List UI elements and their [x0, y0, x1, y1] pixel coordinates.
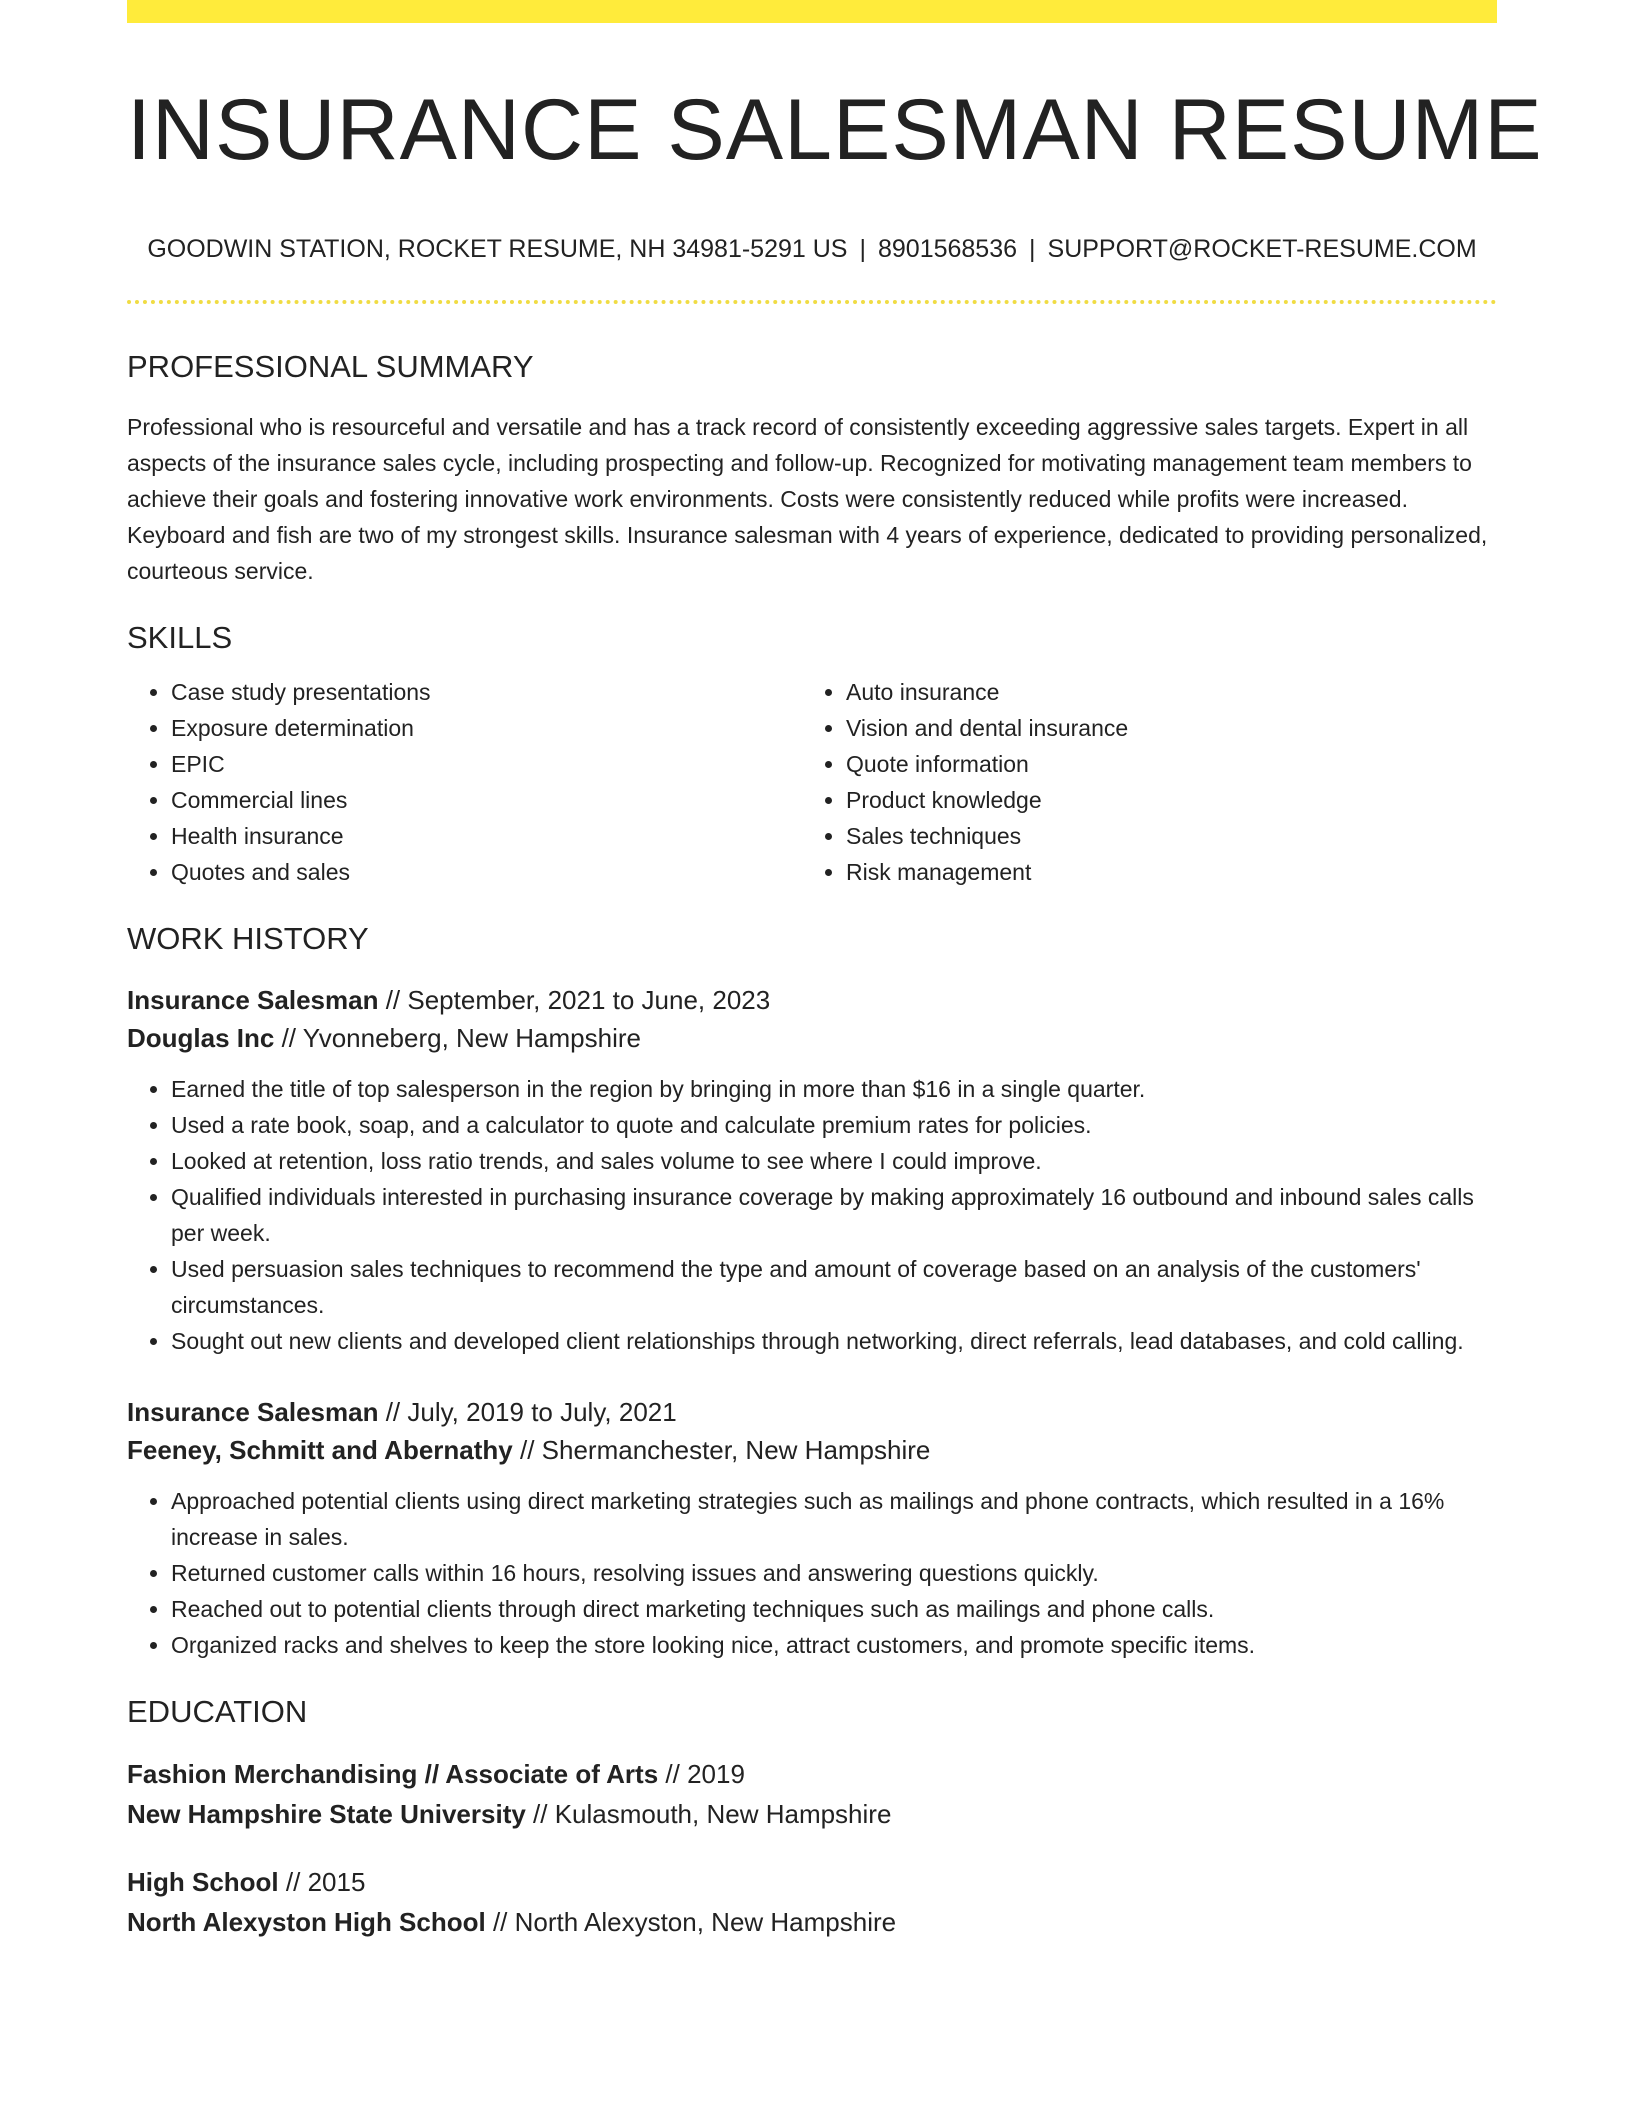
top-accent-bar: [127, 0, 1497, 23]
job-company-line: [127, 1431, 1497, 1469]
education-school: North Alexyston High School: [127, 1907, 486, 1938]
job-divider: //: [274, 1023, 303, 1054]
job-entry: [127, 1393, 1497, 1663]
education-divider: //: [525, 1799, 555, 1830]
resume-title: INSURANCE SALESMAN RESUME: [127, 82, 1543, 178]
education-divider: //: [278, 1867, 308, 1898]
skill-item: • Case study presentations: [171, 674, 802, 710]
education-school-line: [127, 1794, 1497, 1834]
header-dotted-divider: [127, 300, 1497, 304]
skill-item: • Quotes and sales: [171, 854, 802, 890]
contact-address: GOODWIN STATION, ROCKET RESUME, NH 34981-5291 US: [147, 234, 848, 263]
skill-item: • Auto insurance: [846, 674, 1477, 710]
skill-item: • Commercial lines: [171, 782, 802, 818]
skill-item: • EPIC: [171, 746, 802, 782]
skill-item: • Exposure determination: [171, 710, 802, 746]
education-location: North Alexyston, New Hampshire: [514, 1907, 897, 1938]
education-section: [127, 1693, 1497, 1942]
education-year: 2015: [307, 1867, 366, 1898]
contact-line: [127, 234, 1497, 264]
education-location: Kulasmouth, New Hampshire: [554, 1799, 892, 1830]
education-degree: High School: [127, 1867, 279, 1898]
education-degree-line: [127, 1754, 1497, 1794]
job-location: Shermanchester, New Hampshire: [541, 1435, 931, 1466]
job-bullet: • Organized racks and shelves to keep the store looking nice, attract customers, and promote specific items.: [171, 1627, 1497, 1663]
summary-section: [127, 348, 1497, 589]
education-degree: Fashion Merchandising // Associate of Arts: [127, 1759, 659, 1790]
job-title-line: [127, 981, 1497, 1019]
job-dates: July, 2019 to July, 2021: [407, 1397, 677, 1428]
work-history-section: [127, 920, 1497, 1663]
job-company: Douglas Inc: [127, 1023, 275, 1054]
education-divider: //: [485, 1907, 515, 1938]
job-bullet: • Sought out new clients and developed client relationships through networking, direct referrals, lead databases, and cold calling.: [171, 1323, 1497, 1359]
education-entry: [127, 1754, 1497, 1834]
education-divider: //: [658, 1759, 688, 1790]
job-bullet: • Used a rate book, soap, and a calculator to quote and calculate premium rates for policies.: [171, 1107, 1497, 1143]
skill-item: • Vision and dental insurance: [846, 710, 1477, 746]
education-entry: [127, 1862, 1497, 1942]
skills-heading: SKILLS: [127, 619, 233, 655]
job-title: Insurance Salesman: [127, 985, 379, 1016]
skill-item: • Health insurance: [171, 818, 802, 854]
contact-separator: |: [859, 234, 866, 263]
job-title: Insurance Salesman: [127, 1397, 379, 1428]
job-bullet: • Used persuasion sales techniques to recommend the type and amount of coverage based on an analysis of the customers' circumstances.: [171, 1251, 1497, 1323]
job-location: Yvonneberg, New Hampshire: [302, 1023, 641, 1054]
job-bullets: [127, 1071, 1497, 1359]
skill-item: • Product knowledge: [846, 782, 1477, 818]
contact-phone: 8901568536: [877, 234, 1018, 263]
job-bullet: • Returned customer calls within 16 hours, resolving issues and answering questions quickly.: [171, 1555, 1497, 1591]
job-company-line: [127, 1019, 1497, 1057]
education-school-line: [127, 1902, 1497, 1942]
job-bullet: • Looked at retention, loss ratio trends, and sales volume to see where I could improve.: [171, 1143, 1497, 1179]
education-degree-line: [127, 1862, 1497, 1902]
summary-heading: PROFESSIONAL SUMMARY: [127, 348, 534, 384]
job-entry: [127, 981, 1497, 1359]
contact-email: SUPPORT@ROCKET-RESUME.COM: [1047, 234, 1477, 263]
skills-section: [127, 619, 1497, 890]
job-bullets: [127, 1483, 1497, 1663]
resume-page: [127, 0, 1543, 1942]
job-divider: //: [512, 1435, 542, 1466]
job-divider: //: [378, 1397, 408, 1428]
job-title-line: [127, 1393, 1497, 1431]
job-divider: //: [378, 985, 408, 1016]
summary-text: Professional who is resourceful and versatile and has a track record of consistently exceeding aggressive sales targets. Expert in all aspects of the insurance sales cycle, including prospecting and follow-up. Recognized for motivating management team members to achieve their goals and fostering innovative work environments. Costs were consistently reduced while profits were increased. Keyboard and fish are two of my strongest skills. Insurance salesman with 4 years of experience, dedicated to providing personalized, courteous service.: [127, 413, 1488, 584]
job-bullet: • Approached potential clients using direct marketing strategies such as mailings and phone contracts, which resulted in a 16% increase in sales.: [171, 1483, 1497, 1555]
education-school: New Hampshire State University: [127, 1799, 526, 1830]
education-heading: EDUCATION: [127, 1694, 308, 1730]
job-bullet: • Earned the title of top salesperson in the region by bringing in more than $16 in a single quarter.: [171, 1071, 1497, 1107]
skills-list-right: [802, 674, 1477, 890]
work-history-heading: WORK HISTORY: [127, 920, 369, 956]
skills-columns: [127, 674, 1497, 890]
skill-item: • Quote information: [846, 746, 1477, 782]
job-dates: September, 2021 to June, 2023: [407, 985, 771, 1016]
skill-item: • Risk management: [846, 854, 1477, 890]
education-year: 2019: [687, 1759, 745, 1790]
job-bullet: • Qualified individuals interested in purchasing insurance coverage by making approximately 16 outbound and inbound sales calls per week.: [171, 1179, 1497, 1251]
job-bullet: • Reached out to potential clients through direct marketing techniques such as mailings and phone calls.: [171, 1591, 1497, 1627]
job-company: Feeney, Schmitt and Abernathy: [127, 1435, 513, 1466]
skill-item: • Sales techniques: [846, 818, 1477, 854]
contact-separator: |: [1029, 234, 1036, 263]
skills-list-left: [127, 674, 802, 890]
